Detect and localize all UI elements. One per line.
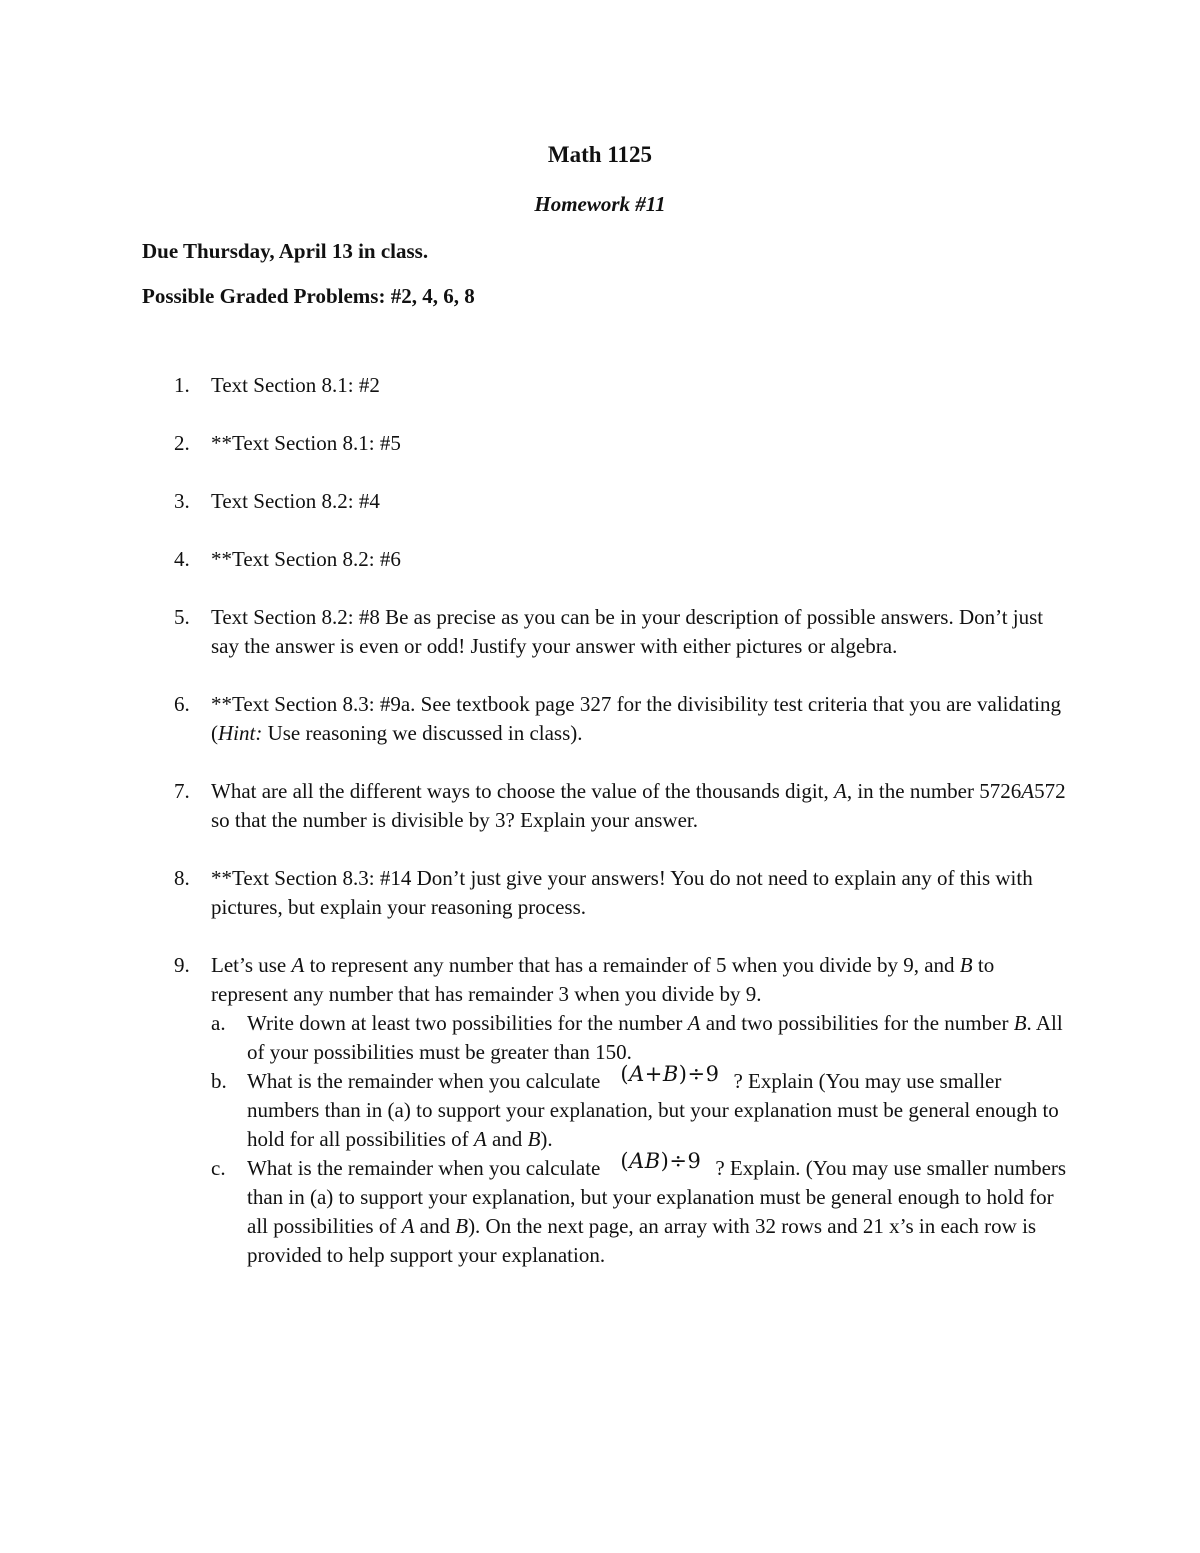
problem-item <box>0 371 1071 400</box>
text-run: to represent any number that has remainder 3 when you divide by 9. <box>211 953 995 1006</box>
problem-item <box>0 603 1071 661</box>
hint-label: Hint: <box>218 721 263 745</box>
problem-number: 9. <box>174 953 190 977</box>
expr-open-paren: ( <box>620 1062 630 1086</box>
subitem-label: c. <box>211 1156 226 1180</box>
due-date: Due Thursday, April 13 in class. <box>142 239 429 263</box>
variable-b: B <box>455 1214 469 1238</box>
expr-variable: A <box>629 1062 645 1086</box>
problem-number: 3. <box>174 489 190 513</box>
problem-item <box>0 545 1071 574</box>
text-run: Write down at least two possibilities for the number <box>247 1011 688 1035</box>
problem-text: Text Section 8.2: #4 <box>211 489 380 513</box>
variable-b: B <box>527 1127 541 1151</box>
problem-text: Text Section 8.2: #8 Be as precise as you can be in your description of possible answers. Don’t just say the answer is even or odd! Justify your answer with either pictures or algebra. <box>211 605 1044 658</box>
problem-item <box>0 690 1071 748</box>
problem-text: **Text Section 8.2: #6 <box>211 547 401 571</box>
math-expression <box>620 1060 719 1089</box>
expr-open-paren: ( <box>620 1149 630 1173</box>
text-run: 572 so that the number is divisible by 3? Explain your answer. <box>211 779 1066 832</box>
page-title: Math 1125 <box>547 142 653 167</box>
variable-a: A <box>1021 779 1035 803</box>
variable-a: A <box>473 1127 487 1151</box>
text-run: What is the remainder when you calculate <box>247 1156 601 1180</box>
text-run: ? Explain. (You may use smaller numbers than in (a) to support your explanation, but your explanation must be general enough to hold for all possibilities of <box>247 1156 1067 1238</box>
text-run: ). <box>540 1127 553 1151</box>
variable-a: A <box>687 1011 701 1035</box>
subitem <box>211 1062 1077 1154</box>
expr-variable: AB <box>629 1149 661 1173</box>
subitem-text <box>247 1062 1059 1151</box>
problem-number: 2. <box>174 431 190 455</box>
problem-number: 8. <box>174 866 190 890</box>
variable-a: A <box>401 1214 415 1238</box>
text-run: Let’s use <box>211 953 292 977</box>
text-run: What are all the different ways to choose the value of the thousands digit, <box>211 779 835 803</box>
problem-item <box>0 777 1071 835</box>
subitem-label: a. <box>211 1011 226 1035</box>
problem-item <box>0 864 1071 922</box>
text-run: and <box>414 1214 456 1238</box>
problem-item <box>0 951 1071 1270</box>
subitem <box>211 1009 1077 1067</box>
subitem-text <box>247 1149 1067 1267</box>
text-run: ? Explain (You may use smaller numbers than in (a) to support your explanation, but your explanation must be general enough to hold for all possibilities of <box>247 1069 1059 1151</box>
text-run: and <box>486 1127 528 1151</box>
expr-variable: B <box>662 1062 679 1086</box>
problem-list <box>0 371 1200 1299</box>
problem-text <box>211 692 1061 745</box>
subitem-text <box>247 1011 1063 1064</box>
text-run: Use reasoning we discussed in class). <box>262 721 583 745</box>
problem-text <box>211 951 1071 1009</box>
text-run: ). On the next page, an array with 32 rows and 21 x’s in each row is provided to help support your explanation. <box>247 1214 1037 1267</box>
problem-text: Text Section 8.1: #2 <box>211 373 380 397</box>
text-run: **Text Section 8.3: #9a. See textbook page 327 for the divisibility test criteria that you are validating ( <box>211 692 1061 745</box>
subitem-label: b. <box>211 1069 227 1093</box>
text-run: to represent any number that has a remainder of 5 when you divide by 9, and <box>304 953 960 977</box>
variable-a: A <box>834 779 847 803</box>
problem-number: 5. <box>174 605 190 629</box>
expr-divide-part: )÷9 <box>660 1149 702 1173</box>
graded-problems: Possible Graded Problems: #2, 4, 6, 8 <box>142 284 475 308</box>
subitem <box>211 1149 1077 1270</box>
problem-number: 6. <box>174 692 190 716</box>
problem-item <box>0 487 1071 516</box>
expr-divide-part: )÷9 <box>678 1062 720 1086</box>
variable-b: B <box>959 953 973 977</box>
problem-text <box>211 779 1066 832</box>
problem-number: 1. <box>174 373 190 397</box>
expr-operator: + <box>644 1062 663 1086</box>
text-run: What is the remainder when you calculate <box>247 1069 601 1093</box>
variable-a: A <box>291 953 305 977</box>
problem-text: **Text Section 8.1: #5 <box>211 431 401 455</box>
math-expression <box>620 1147 701 1176</box>
variable-b: B <box>1013 1011 1027 1035</box>
text-run: and two possibilities for the number <box>700 1011 1014 1035</box>
problem-item <box>0 429 1071 458</box>
text-run: , in the number 5726 <box>846 779 1022 803</box>
problem-text: **Text Section 8.3: #14 Don’t just give your answers! You do not need to explain any of this with pictures, but explain your reasoning process. <box>211 866 1033 919</box>
problem-number: 7. <box>174 779 190 803</box>
problem-number: 4. <box>174 547 190 571</box>
text-run: . All of your possibilities must be greater than 150. <box>247 1011 1063 1064</box>
page-subtitle: Homework #11 <box>534 192 666 216</box>
